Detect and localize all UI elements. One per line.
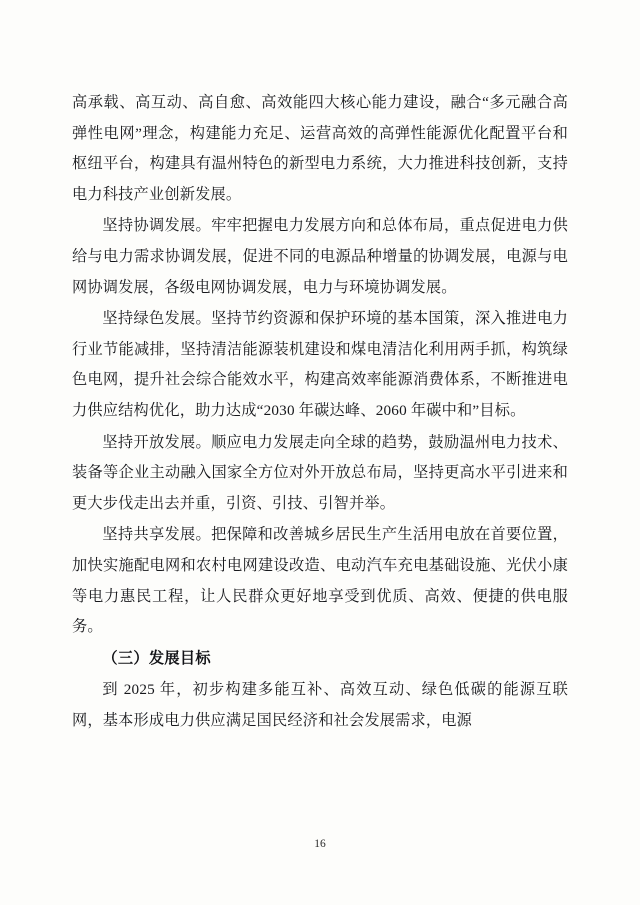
section-heading-development-goals: （三）发展目标 [102, 649, 211, 667]
paragraph-2: 坚持协调发展。牢牢把握电力发展方向和总体布局，重点促进电力供给与电力需求协调发展，促进不同的电源品种增量的协调发展，电源与电网协调发展，各级电网协调发展，电力与环境协调发展。 [72, 217, 568, 296]
paragraph-3: 坚持绿色发展。坚持节约资源和保护环境的基本国策，深入推进电力行业节能减排，坚持清洁能源装机建设和煤电清洁化利用两手抓，构筑绿色电网，提升社会综合能效水平，构建高效率能源消费体系，不断推进电力供应结构优化，助力达成“2030 年碳达峰、2060 年碳中和”目标。 [72, 310, 568, 419]
paragraph-1: 高承载、高互动、高自愈、高效能四大核心能力建设，融合“多元融合高弹性电网”理念，构建能力充足、运营高效的高弹性能源优化配置平台和枢纽平台，构建具有温州特色的新型电力系统，大力推进科技创新，支持电力科技产业创新发展。 [72, 94, 568, 203]
paragraph-6: 到 2025 年，初步构建多能互补、高效互动、绿色低碳的能源互联网，基本形成电力供应满足国民经济和社会发展需求，电源 [72, 681, 568, 729]
page-body-text [72, 88, 568, 737]
paragraph-4: 坚持开放发展。顺应电力发展走向全球的趋势，鼓励温州电力技术、装备等企业主动融入国家全方位对外开放总布局，坚持更高水平引进来和更大步伐走出去并重，引资、引技、引智并举。 [72, 433, 568, 512]
page-number: 16 [314, 838, 326, 850]
paragraph-5: 坚持共享发展。把保障和改善城乡居民生产生活用电放在首要位置，加快实施配电网和农村电网建设改造、电动汽车充电基础设施、光伏小康等电力惠民工程，让人民群众更好地享受到优质、高效、便捷的供电服务。 [72, 526, 568, 636]
